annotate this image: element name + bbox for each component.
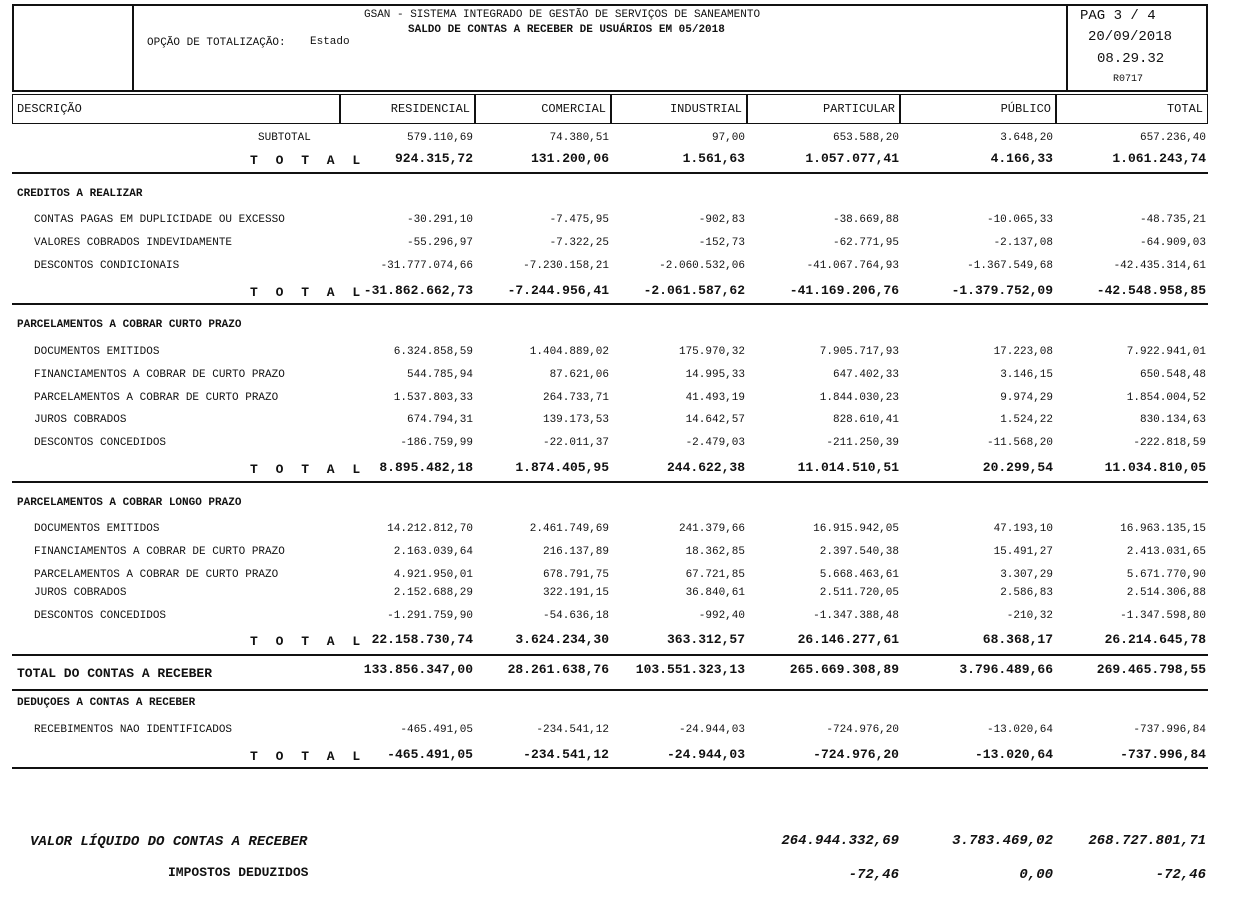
value-cell: 16.915.942,05 [813,523,899,535]
value-cell: 175.970,32 [678,346,745,358]
row-label: PARCELAMENTOS A COBRAR DE CURTO PRAZO [34,392,279,404]
section-title-deducoes: DEDUÇOES A CONTAS A RECEBER [17,697,196,709]
value-cell: -1.291.759,90 [387,610,473,622]
value-cell: 2.397.540,38 [819,546,899,558]
total-cell: 26.146.277,61 [797,632,899,647]
value-cell: -55.296,97 [406,237,473,249]
value-cell: -64.909,03 [1139,237,1206,249]
value-cell: -737.996,84 [1133,724,1206,736]
value-cell: 241.379,66 [678,523,745,535]
value-cell: 544.785,94 [406,369,473,381]
value-cell: 1.844.030,23 [819,392,899,404]
report-code: R0717 [1113,74,1144,85]
total-cell: 265.669.308,89 [789,662,899,677]
total-cell: 131.200,06 [530,151,609,166]
total-cell: 22.158.730,74 [371,632,473,647]
col-header-descricao: DESCRIÇÃO [12,94,340,124]
total-cell: 1.561,63 [682,151,745,166]
value-cell: 87.621,06 [549,369,609,381]
value-cell: -48.735,21 [1139,214,1206,226]
total-cell: 1.057.077,41 [805,151,899,166]
value-cell: 830.134,63 [1139,414,1206,426]
row-label: VALORES COBRADOS INDEVIDAMENTE [34,237,233,249]
total-cell: 269.465.798,55 [1096,662,1206,677]
value-cell: -210,32 [1006,610,1053,622]
value-cell: 1.404.889,02 [529,346,609,358]
value-cell: 139.173,53 [542,414,609,426]
total-cell: -7.244.956,41 [507,283,609,298]
total-label: T O T A L [250,153,366,168]
col-header-particular: PARTICULAR [747,94,900,124]
value-cell: -2.479,03 [685,437,745,449]
total-cell: 11.014.510,51 [797,460,899,475]
value-cell: -22.011,37 [542,437,609,449]
liquido-cell: 268.727.801,71 [1088,833,1206,849]
section-divider [12,654,1208,656]
value-cell: -7.322,25 [549,237,609,249]
total-cell: 103.551.323,13 [635,662,745,677]
value-cell: -2.137,08 [993,237,1053,249]
total-cell: 3.624.234,30 [515,632,609,647]
row-label: PARCELAMENTOS A COBRAR DE CURTO PRAZO [34,569,279,581]
value-cell: 14.642,57 [685,414,745,426]
value-cell: -7.230.158,21 [523,260,609,272]
value-cell: 17.223,08 [993,346,1053,358]
value-cell: 2.461.749,69 [529,523,609,535]
value-cell: 9.974,29 [1000,392,1053,404]
value-cell: -10.065,33 [986,214,1053,226]
total-cell: 363.312,57 [666,632,745,647]
value-cell: 74.380,51 [549,132,609,144]
value-cell: 2.152.688,29 [393,587,473,599]
value-cell: 2.163.039,64 [393,546,473,558]
value-cell: -42.435.314,61 [1113,260,1206,272]
total-cell: -42.548.958,85 [1096,283,1206,298]
value-cell: 322.191,15 [542,587,609,599]
value-cell: 650.548,48 [1139,369,1206,381]
total-label: T O T A L [250,285,366,300]
total-cell: 1.874.405,95 [515,460,609,475]
value-cell: 36.840,61 [685,587,745,599]
value-cell: 3.307,29 [1000,569,1053,581]
value-cell: 7.905.717,93 [819,346,899,358]
report-date: 20/09/2018 [1088,29,1173,45]
value-cell: 67.721,85 [685,569,745,581]
value-cell: 14.212.812,70 [387,523,473,535]
total-cell: -234.541,12 [523,747,609,762]
total-cell: 1.061.243,74 [1112,151,1206,166]
section-divider [12,303,1208,305]
row-label: CONTAS PAGAS EM DUPLICIDADE OU EXCESSO [34,214,285,226]
value-cell: 2.586,83 [1000,587,1053,599]
value-cell: -222.818,59 [1133,437,1206,449]
row-label: JUROS COBRADOS [34,587,127,599]
total-cell: -465.491,05 [387,747,473,762]
col-header-total: TOTAL [1056,94,1208,124]
row-label: DESCONTOS CONDICIONAIS [34,260,180,272]
value-cell: 674.794,31 [406,414,473,426]
value-cell: 5.671.770,90 [1126,569,1206,581]
report-title: SALDO DE CONTAS A RECEBER DE USUÁRIOS EM 05/2018 [408,24,725,36]
value-cell: 18.362,85 [685,546,745,558]
value-cell: -54.636,18 [542,610,609,622]
total-cell: -13.020,64 [974,747,1053,762]
header-divider-right [1066,6,1068,90]
value-cell: 15.491,27 [993,546,1053,558]
row-label: FINANCIAMENTOS A COBRAR DE CURTO PRAZO [34,546,285,558]
total-cell: 8.895.482,18 [379,460,473,475]
value-cell: 647.402,33 [832,369,899,381]
col-header-industrial: INDUSTRIAL [611,94,747,124]
total-cell: -724.976,20 [813,747,899,762]
total-contas-label: TOTAL DO CONTAS A RECEBER [17,666,213,681]
value-cell: 1.537.803,33 [393,392,473,404]
total-cell: 924.315,72 [394,151,473,166]
subtotal-label: SUBTOTAL [258,132,311,144]
total-cell: 68.368,17 [982,632,1053,647]
total-cell: 11.034.810,05 [1104,460,1206,475]
value-cell: -992,40 [698,610,745,622]
total-cell: -41.169.206,76 [789,283,899,298]
system-name: GSAN - SISTEMA INTEGRADO DE GESTÃO DE SERVIÇOS DE SANEAMENTO [364,9,761,21]
col-header-publico: PÚBLICO [900,94,1056,124]
valor-liquido-label: VALOR LÍQUIDO DO CONTAS A RECEBER [30,834,308,850]
value-cell: -234.541,12 [536,724,609,736]
value-cell: -186.759,99 [400,437,473,449]
total-cell: 4.166,33 [990,151,1053,166]
total-label: T O T A L [250,462,366,477]
value-cell: -30.291,10 [406,214,473,226]
section-divider [12,481,1208,483]
value-cell: -724.976,20 [826,724,899,736]
value-cell: 216.137,89 [542,546,609,558]
total-label: T O T A L [250,634,366,649]
row-label: DESCONTOS CONCEDIDOS [34,437,167,449]
value-cell: -41.067.764,93 [806,260,899,272]
value-cell: 653.588,20 [832,132,899,144]
total-cell: 3.796.489,66 [959,662,1053,677]
value-cell: 14.995,33 [685,369,745,381]
value-cell: -13.020,64 [986,724,1053,736]
row-label: JUROS COBRADOS [34,414,127,426]
value-cell: 2.514.306,88 [1126,587,1206,599]
value-cell: -11.568,20 [986,437,1053,449]
section-title-curto-prazo: PARCELAMENTOS A COBRAR CURTO PRAZO [17,319,242,331]
total-cell: -31.862.662,73 [363,283,473,298]
value-cell: 828.610,41 [832,414,899,426]
row-label: DESCONTOS CONCEDIDOS [34,610,167,622]
value-cell: -1.347.598,80 [1120,610,1206,622]
total-label: T O T A L [250,749,366,764]
option-label: OPÇÃO DE TOTALIZAÇÃO: [147,37,286,49]
row-label: DOCUMENTOS EMITIDOS [34,523,160,535]
value-cell: 2.413.031,65 [1126,546,1206,558]
value-cell: 47.193,10 [993,523,1053,535]
section-title-longo-prazo: PARCELAMENTOS A COBRAR LONGO PRAZO [17,497,242,509]
total-cell: -2.061.587,62 [643,283,745,298]
value-cell: -465.491,05 [400,724,473,736]
value-cell: 97,00 [711,132,745,144]
value-cell: -1.347.388,48 [813,610,899,622]
report-time: 08.29.32 [1097,51,1165,67]
value-cell: -1.367.549,68 [967,260,1053,272]
total-cell: 28.261.638,76 [507,662,609,677]
row-label: RECEBIMENTOS NAO IDENTIFICADOS [34,724,233,736]
header-divider-left [132,6,134,90]
row-label: FINANCIAMENTOS A COBRAR DE CURTO PRAZO [34,369,285,381]
value-cell: 7.922.941,01 [1126,346,1206,358]
impostos-cell: 0,00 [1019,867,1053,883]
value-cell: 678.791,75 [542,569,609,581]
col-header-residencial: RESIDENCIAL [340,94,475,124]
value-cell: -211.250,39 [826,437,899,449]
value-cell: 4.921.950,01 [393,569,473,581]
value-cell: 1.854.004,52 [1126,392,1206,404]
row-label: DOCUMENTOS EMITIDOS [34,346,160,358]
total-cell: 26.214.645,78 [1104,632,1206,647]
value-cell: -62.771,95 [832,237,899,249]
value-cell: 16.963.135,15 [1120,523,1206,535]
option-value: Estado [310,36,350,48]
value-cell: -24.944,03 [678,724,745,736]
total-cell: -1.379.752,09 [951,283,1053,298]
total-cell: 244.622,38 [666,460,745,475]
value-cell: -152,73 [698,237,745,249]
impostos-label: IMPOSTOS DEDUZIDOS [168,865,309,880]
col-header-comercial: COMERCIAL [475,94,611,124]
impostos-cell: -72,46 [1155,867,1206,883]
value-cell: 1.524,22 [1000,414,1053,426]
total-cell: -737.996,84 [1120,747,1206,762]
value-cell: 41.493,19 [685,392,745,404]
value-cell: -38.669,88 [832,214,899,226]
value-cell: 5.668.463,61 [819,569,899,581]
value-cell: 3.648,20 [1000,132,1053,144]
section-divider [12,767,1208,769]
value-cell: 657.236,40 [1139,132,1206,144]
value-cell: -7.475,95 [549,214,609,226]
value-cell: 2.511.720,05 [819,587,899,599]
value-cell: 264.733,71 [542,392,609,404]
section-divider [12,172,1208,174]
liquido-cell: 264.944.332,69 [781,833,899,849]
value-cell: 6.324.858,59 [393,346,473,358]
value-cell: -902,83 [698,214,745,226]
impostos-cell: -72,46 [848,867,899,883]
value-cell: 3.146,15 [1000,369,1053,381]
total-cell: -24.944,03 [666,747,745,762]
total-cell: 133.856.347,00 [363,662,473,677]
total-cell: 20.299,54 [982,460,1053,475]
section-title-creditos: CREDITOS A REALIZAR [17,188,143,200]
page-number: PAG 3 / 4 [1080,8,1156,24]
value-cell: 579.110,69 [406,132,473,144]
value-cell: -2.060.532,06 [659,260,745,272]
value-cell: -31.777.074,66 [380,260,473,272]
section-divider [12,689,1208,691]
liquido-cell: 3.783.469,02 [952,833,1053,849]
